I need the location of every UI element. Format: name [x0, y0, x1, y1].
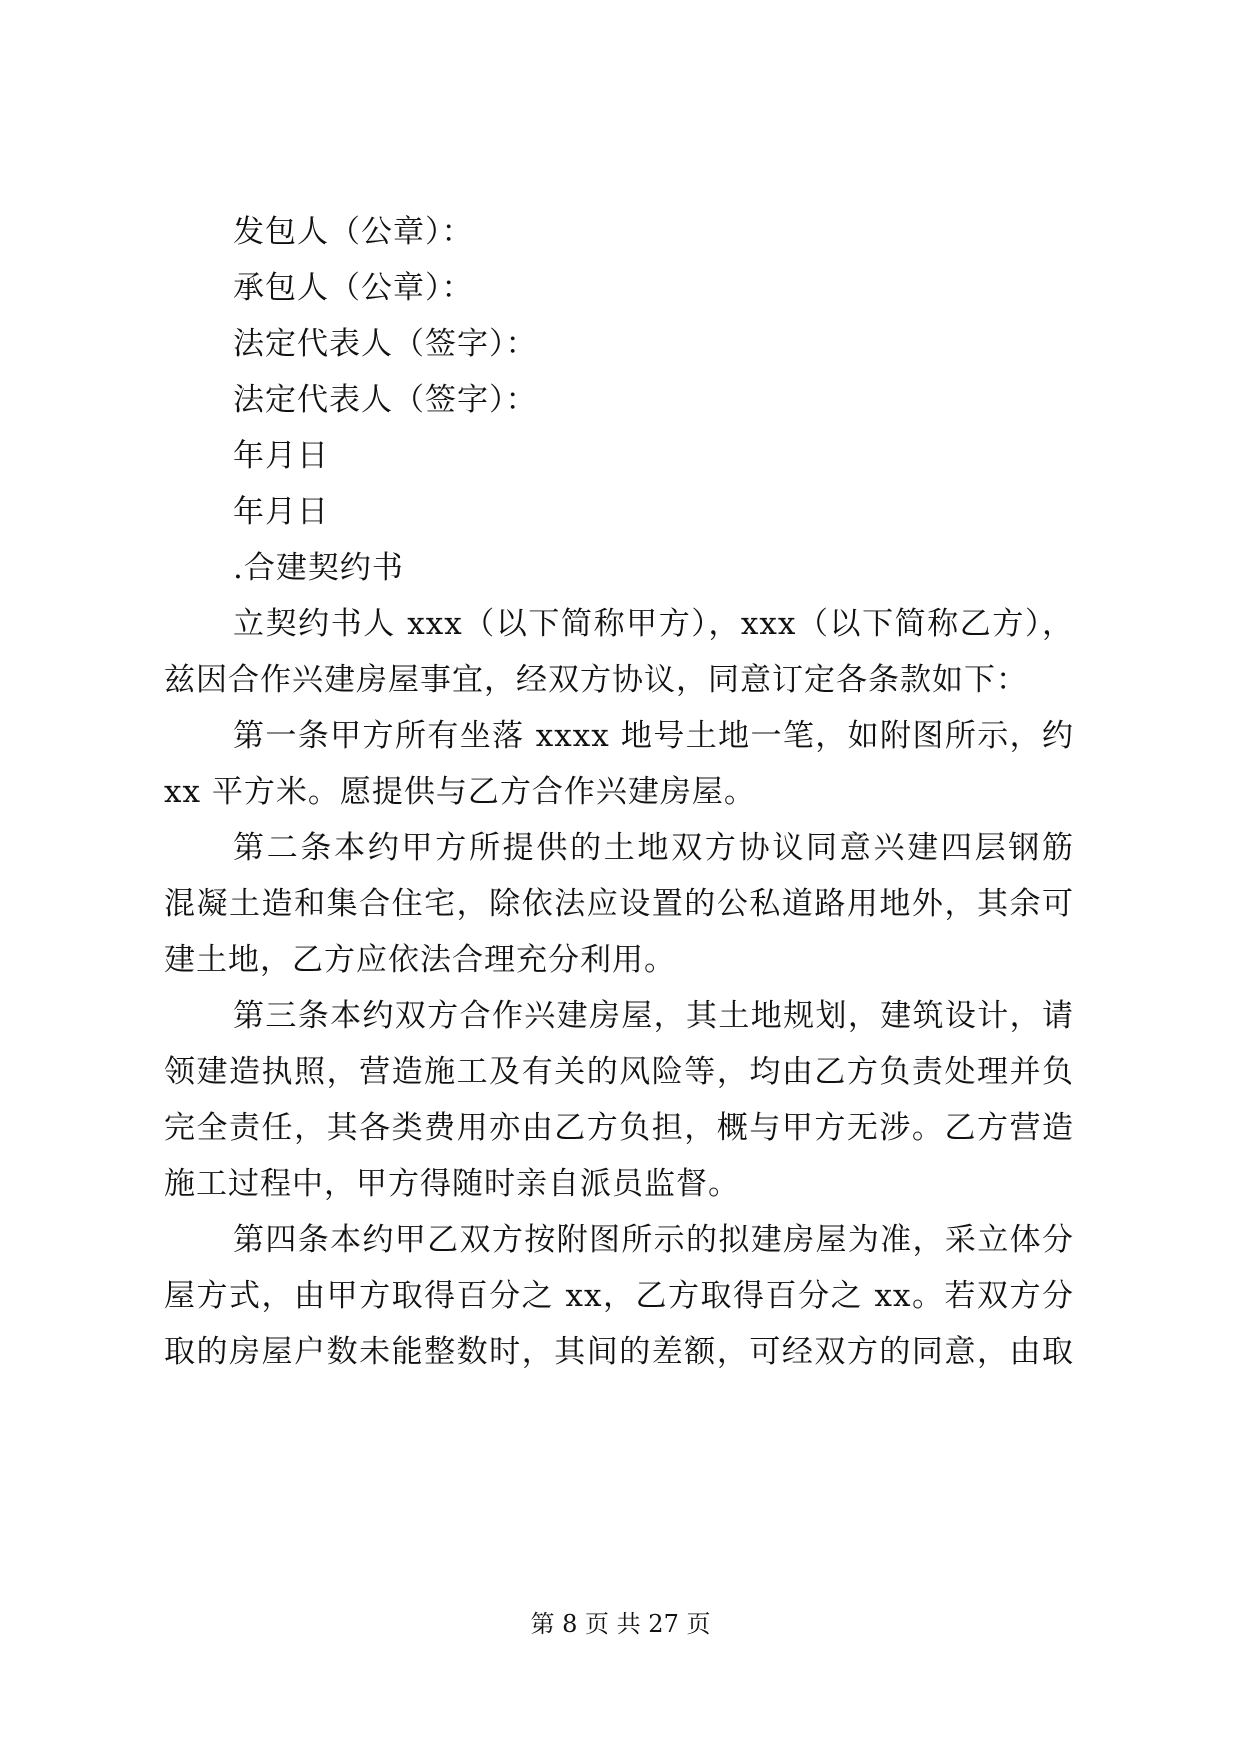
issuer-seal-line: 发包人（公章）： [233, 214, 474, 250]
article-2-line-2: 混凝土造和集合住宅，除依法应设置的公私道路用地外，其余可 [164, 886, 1074, 922]
page-number-footer: 第 8 页 共 27 页 [530, 1610, 711, 1638]
date-line-2: 年月日 [233, 494, 329, 530]
article-3-line-1: 第三条本约双方合作兴建房屋，其土地规划，建筑设计，请 [233, 998, 1074, 1034]
article-3-line-2: 领建造执照，营造施工及有关的风险等，均由乙方负责处理并负 [164, 1054, 1074, 1090]
article-4-line-2: 屋方式，由甲方取得百分之 xx，乙方取得百分之 xx。若双方分 [164, 1278, 1074, 1314]
article-1-line-1: 第一条甲方所有坐落 xxxx 地号土地一笔，如附图所示，约 [233, 718, 1074, 754]
article-3-line-3: 完全责任，其各类费用亦由乙方负担，概与甲方无涉。乙方营造 [164, 1110, 1074, 1146]
date-line-1: 年月日 [233, 438, 329, 474]
article-1-line-2: xx 平方米。愿提供与乙方合作兴建房屋。 [164, 774, 756, 810]
article-4-line-1: 第四条本约甲乙双方按附图所示的拟建房屋为准，采立体分 [233, 1222, 1074, 1258]
legal-rep-signature-line-1: 法定代表人（签字）： [233, 326, 538, 362]
intro-line-2: 兹因合作兴建房屋事宜，经双方协议，同意订定各条款如下： [164, 662, 1028, 698]
article-2-line-1: 第二条本约甲方所提供的土地双方协议同意兴建四层钢筋 [233, 830, 1074, 866]
legal-rep-signature-line-2: 法定代表人（签字）： [233, 382, 538, 418]
article-2-line-3: 建土地，乙方应依法合理充分利用。 [164, 942, 676, 978]
article-4-line-3: 取的房屋户数未能整数时，其间的差额，可经双方的同意，由取 [164, 1334, 1074, 1370]
intro-line-1: 立契约书人 xxx（以下简称甲方），xxx（以下简称乙方）， [233, 606, 1074, 642]
article-3-line-4: 施工过程中，甲方得随时亲自派员监督。 [164, 1166, 740, 1202]
section-title: .合建契约书 [233, 550, 404, 586]
contractor-seal-line: 承包人（公章）： [233, 270, 474, 306]
